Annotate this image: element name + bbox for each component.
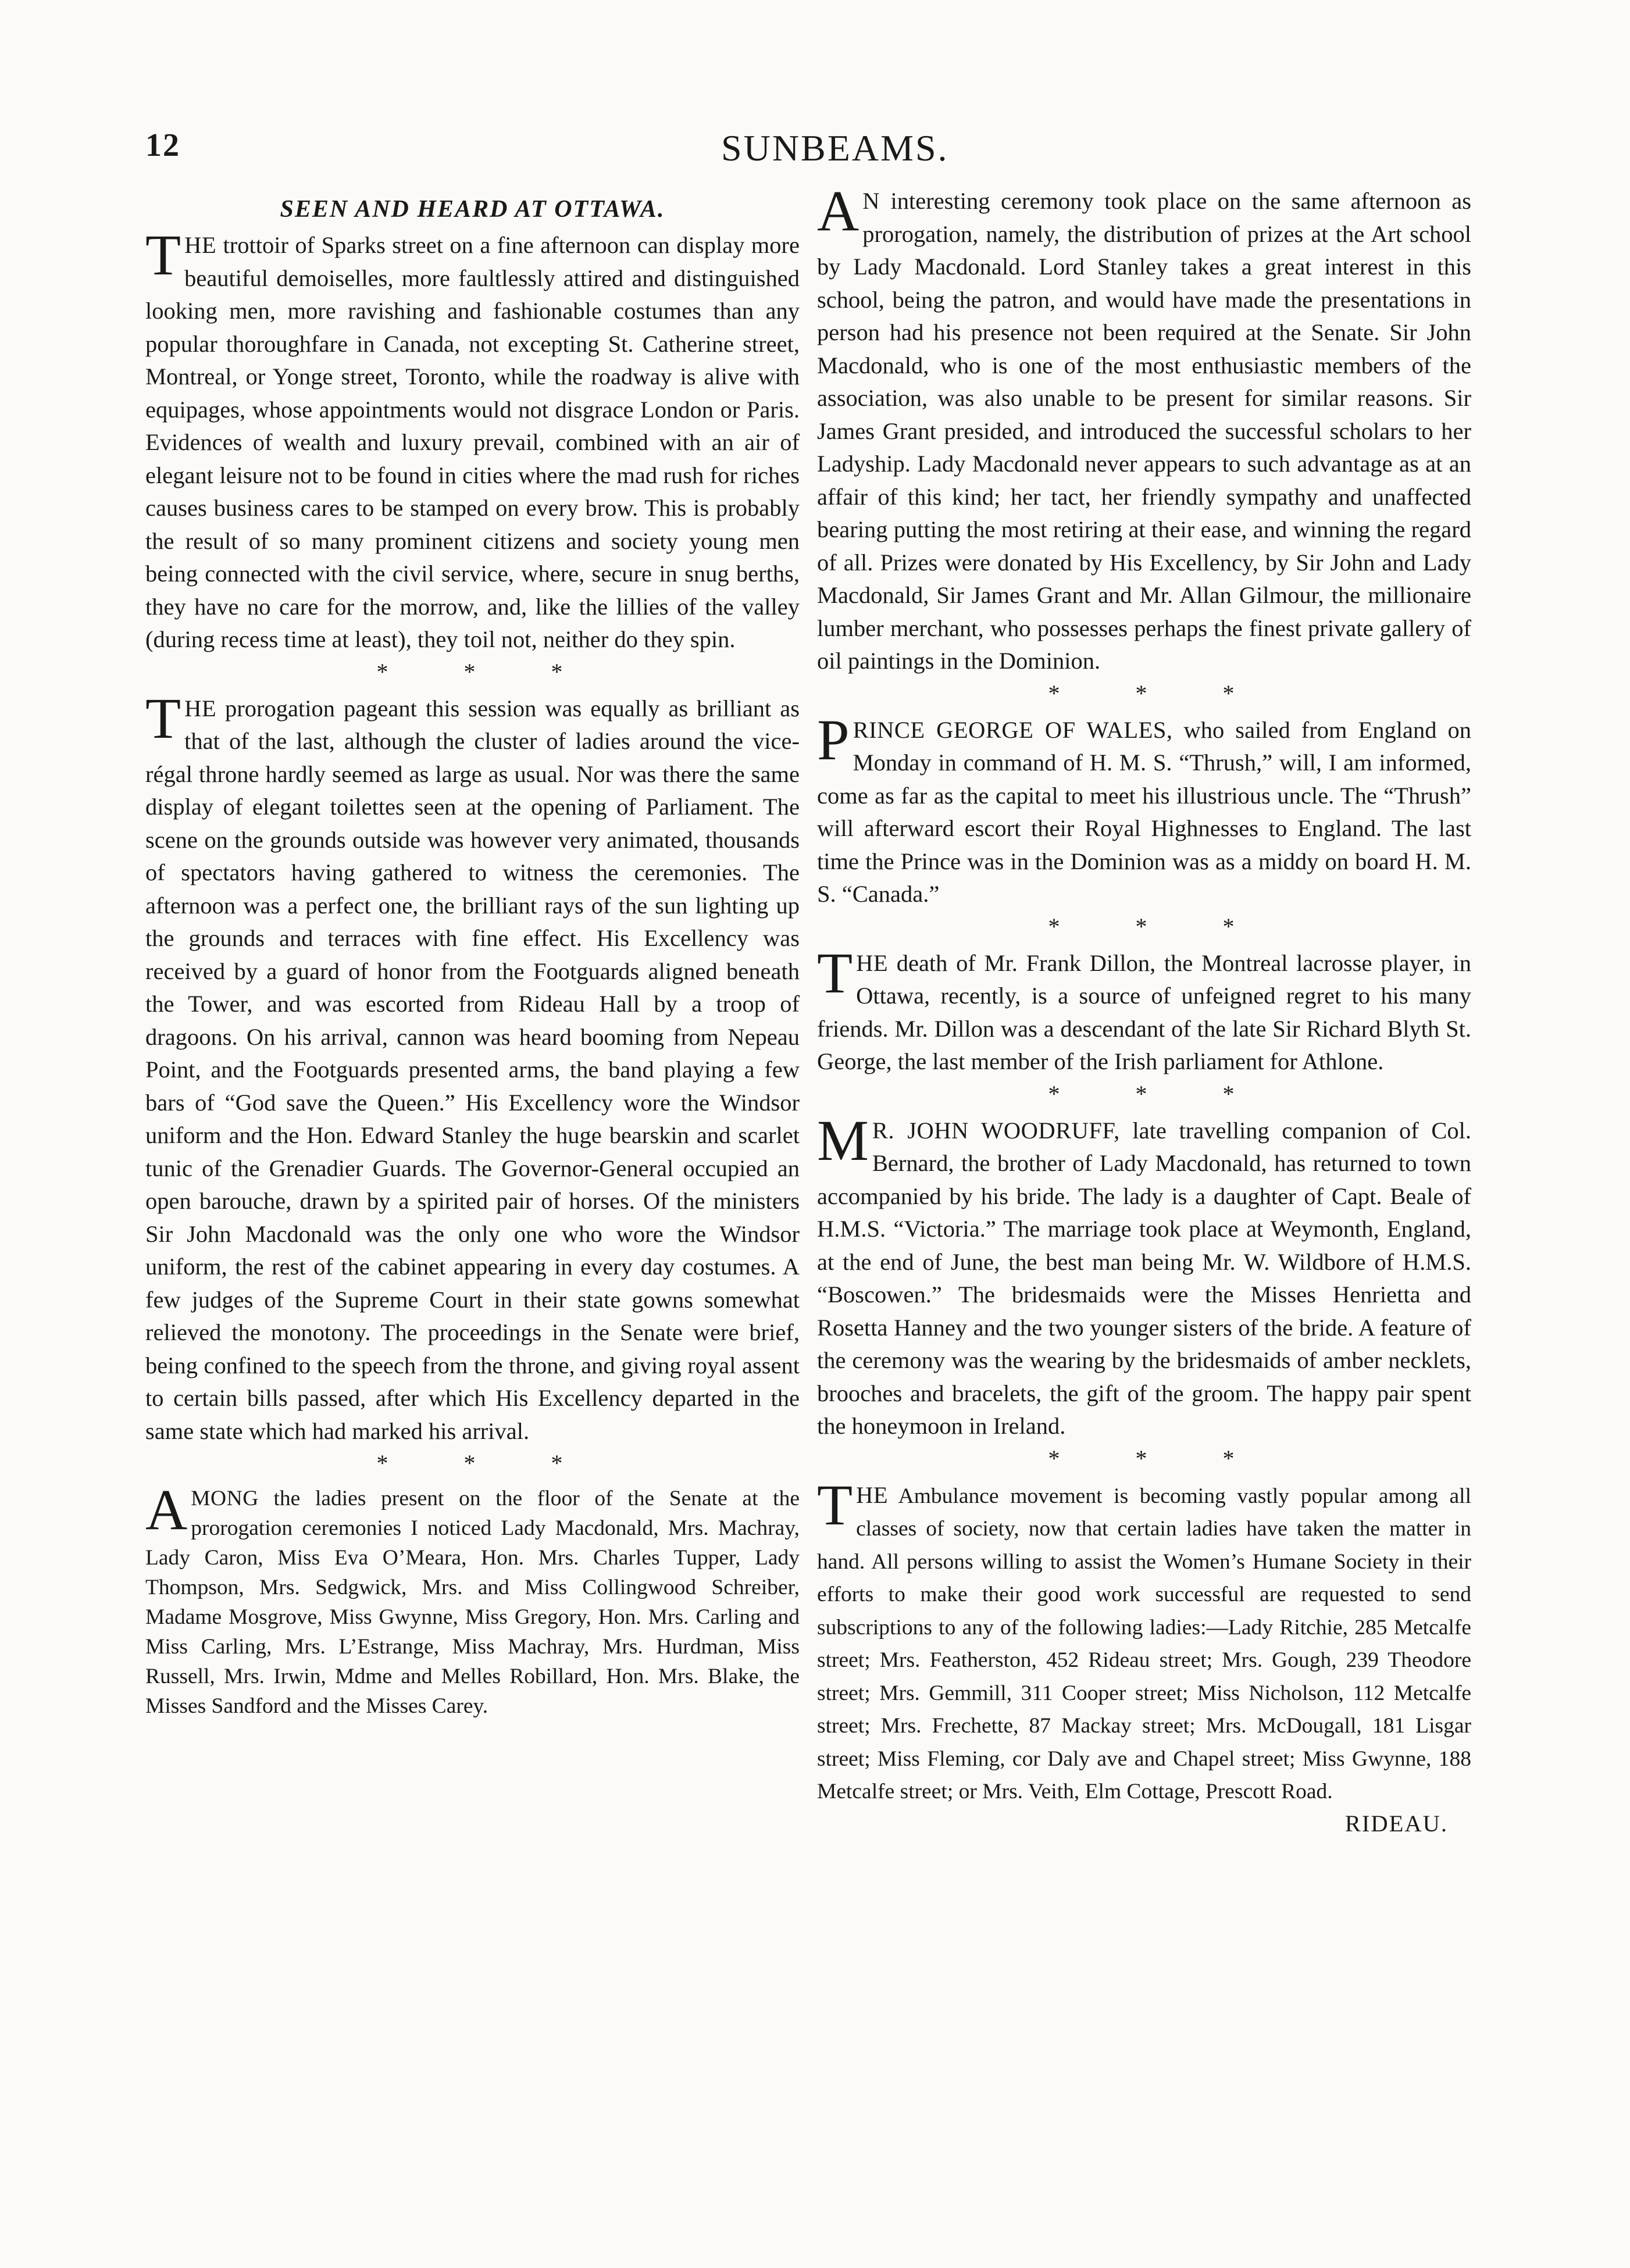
article-body: late travelling companion of Col. Bernard, the brother of Lady Macdonald, has returned to town accompanied by his bride. The lady is a daughter of Capt. Beale of H.M.S. “Victoria.” The marriage took place at Weymonth, England, at the end of June, the best man being Mr. W. Wildbore of H.M.S. “Boscowen.” The bridesmaids were the Misses Henrietta and Rosetta Hanney and the two younger sisters of the bride. A feature of the ceremony was the wearing by the bridesmaids of amber necklets, brooches and bracelets, the gift of the groom. The happy pair spent the honeymoon in Ireland.	[817, 1117, 1471, 1439]
lead-word: HE	[184, 232, 217, 258]
article-body: prorogation pageant this session was equally as brilliant as that of the last, although the cluster of ladies around the vice-régal throne hardly seemed as large as usual. Nor was there the same display of elegant toilettes seen at the opening of Parliament. The scene on the grounds outside was however very animated, thousands of spectators having gathered to witness the ceremonies. The afternoon was a perfect one, the brilliant rays of the sun lighting up the grounds and terraces with fine effect. His Excellency was received by a guard of honor from the Footguards aligned beneath the Tower, and was escorted from Rideau Hall by a troop of dragoons. On his arrival, cannon was heard booming from Nepeau Point, and the Footguards presented arms, the band playing a few bars of “God save the Queen.” His Excellency wore the Windsor uniform and the Hon. Edward Stanley the huge bearskin and scarlet tunic of the Grenadier Guards. The Governor-General occupied an open barouche, drawn by a spirited pair of horses. Of the ministers Sir John Macdonald was the only one who wore the Windsor uniform, the rest of the cabinet appearing in every day costumes. A few judges of the Supreme Court in their state gowns somewhat relieved the monotony. The proceedings in the Senate were brief, being confined to the speech from the throne, and giving royal assent to certain bills passed, after which His Excellency departed in the same state which had marked his arrival.	[145, 695, 800, 1444]
article-body: trottoir of Sparks street on a fine afternoon can display more beautiful demoiselles, more faultlessly attired and distinguished looking men, more ravishing and fashionable costumes than any popular thoroughfare in Canada, not excepting St. Catherine street, Montreal, or Yonge street, Toronto, while the roadway is alive with equipages, whose appointments would not disgrace London or Paris. Evidences of wealth and luxury prevail, combined with an air of elegant leisure not to be found in cities where the mad rush for riches causes business cares to be stamped on every brow. This is probably the result of so many prominent citizens and society young men being connected with the civil service, where, secure in snug berths, they have no care for the morrow, and, like the lillies of the valley (during recess time at least), they toil not, neither do they spin.	[145, 232, 800, 652]
article-body: death of Mr. Frank Dillon, the Montreal lacrosse player, in Ottawa, recently, is a source of unfeigned regret to his many friends. Mr. Dillon was a descendant of the late Sir Richard Blyth St. George, the last member of the Irish parliament for Athlone.	[817, 949, 1471, 1074]
lead-word: HE	[856, 949, 889, 976]
article-sparks-street	[145, 223, 800, 656]
article-body: who sailed from England on Monday in command of H. M. S. “Thrush,” will, I am informed, come as far as the capital to meet his illustrious uncle. The “Thrush” will afterward escort their Royal Highnesses to England. The last time the Prince was in the Dominion was as a middy on board H. M. S. “Canada.”	[817, 716, 1471, 907]
article-paragraph	[817, 940, 1471, 1078]
page-number: 12	[145, 127, 180, 163]
drop-cap: M	[817, 1108, 869, 1173]
asterism-separator: * * *	[1048, 1080, 1269, 1107]
article-body: interesting ceremony took place on the same afternoon as prorogation, namely, the distribution of prizes at the Art school by Lady Macdonald. Lord Stanley takes a great interest in this school, being the patron, and would have made the presentations in person had his presence not been required at the Senate. Sir John Macdonald, who is one of the most enthusiastic members of the association, was also unable to be present for similar reasons. Sir James Grant presided, and introduced the successful scholars to her Ladyship. Lady Macdonald never appears to such advantage as at an affair of this kind; her tact, her friendly sympathy and unaffected bearing putting the most retiring at their ease, and winning the regard of all. Prizes were donated by His Excellency, by Sir John and Lady Macdonald, Sir James Grant and Mr. Allan Gilmour, the millionaire lumber merchant, who possesses perhaps the finest private gallery of oil paintings in the Dominion.	[817, 188, 1471, 674]
asterism-separator: * * *	[1048, 680, 1269, 706]
asterism-separator: * * *	[376, 1450, 598, 1476]
lead-word: R. JOHN WOODRUFF,	[872, 1117, 1120, 1144]
lead-word: MONG	[191, 1487, 259, 1510]
article-frank-dillon	[817, 940, 1471, 1078]
asterism-separator: * * *	[376, 658, 598, 685]
article-body: the ladies present on the floor of the Senate at the prorogation ceremonies I noticed Lady Macdonald, Mrs. Machray, Lady Caron, Miss Eva O’Meara, Hon. Mrs. Charles Tupper, Lady Thompson, Mrs. Sedgwick, Mrs. and Miss Collingwood Schreiber, Madame Mosgrove, Miss Gwynne, Miss Gregory, Hon. Mrs. Carling and Miss Carling, Mrs. L’Estrange, Miss Machray, Mrs. Hurdman, Miss Russell, Mrs. Irwin, Mdme and Melles Robillard, Hon. Mrs. Blake, the Misses Sandford and the Misses Carey.	[145, 1487, 800, 1718]
article-paragraph	[145, 1477, 800, 1721]
drop-cap: T	[817, 1472, 853, 1537]
right-column	[817, 178, 1471, 1840]
author-signature: RIDEAU.	[1344, 1810, 1448, 1837]
article-prorogation-pageant	[145, 685, 800, 1448]
signature-line	[817, 1808, 1471, 1841]
drop-cap: T	[145, 685, 181, 751]
drop-cap: T	[817, 940, 853, 1005]
article-paragraph	[817, 1108, 1471, 1443]
lead-word: HE	[856, 1481, 889, 1508]
article-john-woodruff	[817, 1108, 1471, 1443]
article-ladies-present	[145, 1477, 800, 1721]
lead-word: HE	[184, 695, 217, 722]
drop-cap: T	[145, 223, 181, 287]
page-header	[145, 127, 1425, 179]
article-paragraph	[817, 178, 1471, 678]
article-prince-george	[817, 707, 1471, 911]
drop-cap: P	[817, 707, 850, 772]
drop-cap: A	[145, 1477, 188, 1542]
left-column	[145, 192, 800, 1721]
lead-word: RINCE GEORGE OF WALES,	[853, 716, 1173, 743]
article-art-school	[817, 178, 1471, 678]
lead-word: N	[862, 188, 880, 214]
article-ambulance-movement	[817, 1472, 1471, 1841]
asterism-separator: * * *	[1048, 1445, 1269, 1471]
drop-cap: A	[817, 178, 859, 243]
article-paragraph	[145, 685, 800, 1448]
section-title: SEEN AND HEARD AT OTTAWA.	[280, 196, 665, 223]
article-paragraph	[145, 223, 800, 656]
article-body: Ambulance movement is becoming vastly popular among all classes of society, now that certain ladies have taken the matter in hand. All persons willing to assist the Women’s Humane Society in their efforts to make their good work successful are requested to send subscriptions to any of the following ladies:—Lady Ritchie, 285 Metcalfe street; Mrs. Featherston, 452 Rideau street; Mrs. Gough, 239 Theodore street; Mrs. Gemmill, 311 Cooper street; Miss Nicholson, 112 Metcalfe street; Mrs. Frechette, 87 Mackay street; Mrs. McDougall, 181 Lisgar street; Miss Fleming, cor Daly ave and Chapel street; Miss Gwynne, 188 Metcalfe street; or Mrs. Veith, Elm Cottage, Prescott Road.	[817, 1484, 1471, 1803]
article-paragraph	[817, 707, 1471, 911]
article-paragraph	[817, 1472, 1471, 1808]
running-title: SUNBEAMS.	[721, 127, 949, 169]
asterism-separator: * * *	[1048, 913, 1269, 940]
